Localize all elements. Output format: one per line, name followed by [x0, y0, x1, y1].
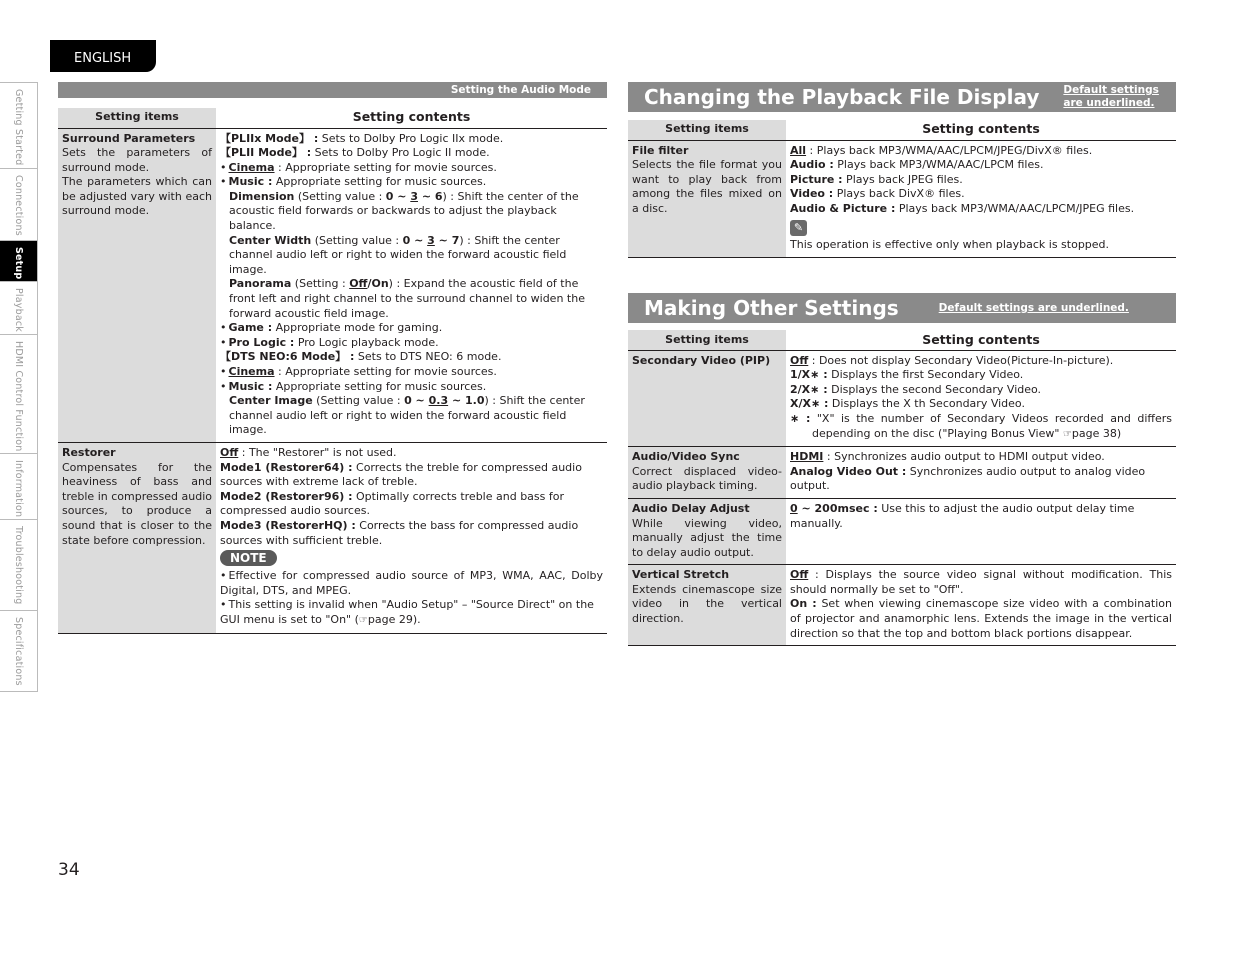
side-nav-connections[interactable]: Connections: [0, 168, 38, 240]
note-badge: NOTE: [220, 550, 277, 566]
audio-mode-table: [58, 108, 607, 634]
table-row: [628, 350, 1176, 447]
right-column: [628, 82, 1176, 646]
pencil-icon: ✎: [790, 220, 807, 236]
section-label: Setting the Audio Mode: [58, 82, 607, 98]
side-nav-troubleshooting[interactable]: Troubleshooting: [0, 519, 38, 610]
setting-content: Off : Displays the source video signal without modification. This should normally be set to "Off". On : Set when viewing cinemascope size video with a combination of projector and anamorphic lens. Extends the image in the vertical direction so that the top and bottom black portions disappear.: [786, 565, 1176, 646]
setting-item: File filter Selects the file format you want to play back from among the files mixed on a disc.: [628, 140, 786, 258]
other-settings-heading: [628, 293, 1176, 323]
table-row: [628, 447, 1176, 499]
setting-content: Off : Does not display Secondary Video(Picture-In-picture). 1/X∗ : Displays the first Secondary Video. 2/X∗ : Displays the second Secondary Video. X/X∗ : Displays the X th Secondary Video. ∗ : "X" is the number of Secondary Videos recorded and differs depending on the disc ("Playing Bonus View" ☞page 38): [786, 350, 1176, 447]
setting-content: All : Plays back MP3/WMA/AAC/LPCM/JPEG/DivX® files. Audio : Plays back MP3/WMA/AAC/LPCM files. Picture : Plays back JPEG files. Video : Plays back DivX® files. Audio & Picture : Plays back MP3/WMA/AAC/LPCM/JPEG files. ✎ This operation is effective only when playback is stopped.: [786, 140, 1176, 258]
default-note: Default settings are underlined.: [938, 301, 1129, 314]
side-navigation: [0, 82, 38, 692]
side-nav-specifications[interactable]: Specifications: [0, 610, 38, 692]
setting-item: [628, 350, 786, 447]
table-row: [58, 442, 607, 633]
setting-item: Audio/Video Sync Correct displaced video-audio playback timing.: [628, 447, 786, 499]
item-title: Audio Delay Adjust: [632, 501, 750, 515]
item-title: File filter: [632, 143, 689, 157]
setting-item: Audio Delay Adjust While viewing video, manually adjust the time to delay audio output.: [628, 498, 786, 564]
note-item: • This setting is invalid when "Audio Setup" – "Source Direct" on the GUI menu is set to "On" (☞page 29).: [220, 598, 603, 628]
setting-content: 【PLIIx Mode】 : Sets to Dolby Pro Logic IIx mode. 【PLII Mode】 : Sets to Dolby Pro Logic II mode. • Cinema : Appropriate setting for movie sources. • Music : Appropriate setting for music sources. Dimension (Setting value : 0 ~ 3 ~ 6) : Shift the center of the acoustic field forwards or backwards to adjust the playback balance. Center Width (Setting value : 0 ~ 3 ~ 7) : Shift the center channel audio left or right to widen the forward acoustic field image. Panorama (Setting : Off/On) : Expand the acoustic field of the front left and right channel to the surround channel to widen the forward acoustic field image. • Game : Appropriate mode for gaming. • Pro Logic : Pro Logic playback mode. 【DTS NEO:6 Mode】 : Sets to DTS NEO: 6 mode. • Cinema : Appropriate setting for movie sources. • Music : Appropriate setting for music sources. Center Image (Setting value : 0 ~ 0.3 ~ 1.0) : Shift the center channel audio left or right to widen the forward acoustic field image.: [216, 128, 607, 442]
side-nav-information[interactable]: Information: [0, 453, 38, 519]
other-settings-table: [628, 330, 1176, 646]
heading-title: Changing the Playback File Display: [644, 84, 1040, 109]
col-header-items: Setting items: [58, 108, 216, 128]
item-title: Audio/Video Sync: [632, 450, 740, 464]
table-row: [58, 128, 607, 442]
language-tab[interactable]: ENGLISH: [50, 40, 156, 72]
table-row: [628, 565, 1176, 646]
item-title: Restorer: [62, 445, 116, 459]
col-header-items: Setting items: [628, 120, 786, 140]
setting-content: Off : The "Restorer" is not used. Mode1 (Restorer64) : Corrects the treble for compressed audio sources with extreme lack of treble. Mode2 (Restorer96) : Optimally corrects treble and bass for compressed audio sources. Mode3 (RestorerHQ) : Corrects the bass for compressed audio sources with sufficient treble. NOTE • Effective for compressed audio source of MP3, WMA, AAC, Dolby Digital, DTS, and MPEG. • This setting is invalid when "Audio Setup" – "Source Direct" on the GUI menu is set to "On" (☞page 29).: [216, 442, 607, 633]
setting-item: Vertical Stretch Extends cinemascope size video in the vertical direction.: [628, 565, 786, 646]
side-nav-hdmi-control[interactable]: HDMI Control Function: [0, 334, 38, 453]
note-item: • Effective for compressed audio source of MP3, WMA, AAC, Dolby Digital, DTS, and MPEG.: [220, 569, 603, 598]
col-header-items: Setting items: [628, 330, 786, 350]
side-nav-setup[interactable]: Setup: [0, 240, 38, 281]
playback-file-display-heading: [628, 82, 1176, 112]
setting-item: Restorer Compensates for the heaviness of bass and treble in compressed audio sources, to produce a sound that is closer to the state before compression.: [58, 442, 216, 633]
page-reference-icon: ☞: [1062, 428, 1072, 440]
col-header-contents: Setting contents: [216, 108, 607, 128]
col-header-contents: Setting contents: [786, 330, 1176, 350]
item-title: Secondary Video (PIP): [632, 353, 771, 367]
audio-mode-section: [58, 82, 607, 634]
table-row: [628, 140, 1176, 258]
side-nav-getting-started[interactable]: Getting Started: [0, 82, 38, 168]
default-note: Default settings are underlined.: [1063, 84, 1159, 109]
page-reference-icon: ☞: [358, 614, 368, 626]
playback-file-table: [628, 120, 1176, 258]
setting-content: 0 ~ 200msec : Use this to adjust the audio output delay time manually.: [786, 498, 1176, 564]
table-row: [628, 498, 1176, 564]
side-nav-playback[interactable]: Playback: [0, 281, 38, 334]
item-title: Vertical Stretch: [632, 568, 730, 582]
col-header-contents: Setting contents: [786, 120, 1176, 140]
setting-item: Surround Parameters Sets the parameters of surround mode. The parameters which can be adjusted vary with each surround mode.: [58, 128, 216, 442]
setting-content: HDMI : Synchronizes audio output to HDMI output video. Analog Video Out : Synchronizes audio output to analog video output.: [786, 447, 1176, 499]
page-number: 34: [58, 860, 80, 880]
heading-title: Making Other Settings: [644, 295, 899, 320]
item-title: Surround Parameters: [62, 131, 196, 145]
